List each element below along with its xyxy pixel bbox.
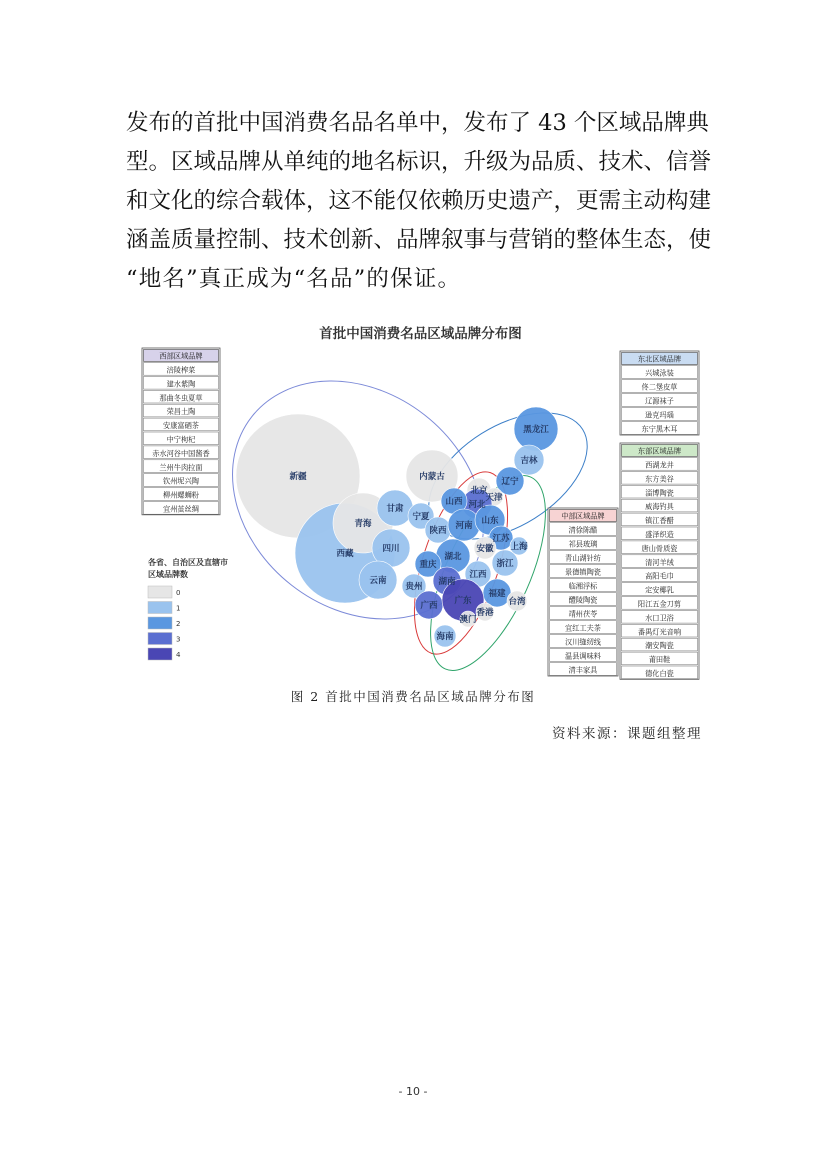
box-item-text: 高阳毛巾 <box>645 571 674 581</box>
box-header-text: 中部区域品牌 <box>561 511 605 521</box>
legend-label: 0 <box>176 589 181 597</box>
box-item-text: 威海钓具 <box>645 502 674 512</box>
province-label: 湖北 <box>444 552 462 562</box>
province-label: 宁夏 <box>412 512 430 522</box>
box-item-text: 莆田鞋 <box>648 655 671 665</box>
paragraph-line-3: 和文化的综合载体，这不能仅依赖历史遗产，更需主动构建 <box>126 188 712 214</box>
central-brand-box <box>548 508 618 676</box>
province-label: 台湾 <box>508 597 526 607</box>
box-item-text: 建水紫陶 <box>166 379 196 389</box>
province-label: 吉林 <box>520 456 538 466</box>
northeast-brand-box <box>620 351 699 435</box>
legend-label: 4 <box>176 651 181 659</box>
province-label: 河南 <box>455 521 473 531</box>
box-item-text: 淄博陶瓷 <box>645 488 674 498</box>
box-item-text: 赤水河谷中国酱香 <box>152 448 210 458</box>
province-label: 河北 <box>468 500 486 510</box>
box-item-text: 西湖龙井 <box>645 460 674 470</box>
box-item-text: 番禺灯光音响 <box>637 627 682 637</box>
province-label: 北京 <box>470 486 488 496</box>
province-label: 西藏 <box>336 549 354 559</box>
figure-caption: 图 2 首批中国消费名品区域品牌分布图 <box>290 689 536 704</box>
province-label: 山东 <box>481 516 499 526</box>
box-item-text: 祁县玻璃 <box>568 539 598 549</box>
page-number: - 10 - <box>398 1085 428 1098</box>
province-label: 新疆 <box>289 472 307 482</box>
box-item-text: 阳江五金刀剪 <box>637 599 682 609</box>
province-label: 海南 <box>436 632 454 642</box>
province-label: 上海 <box>510 542 528 552</box>
box-item-text: 中宁枸杞 <box>166 435 196 444</box>
legend-swatch <box>148 586 172 598</box>
province-label: 云南 <box>369 576 387 586</box>
province-label: 辽宁 <box>501 477 519 487</box>
box-item-text: 逊克玛瑙 <box>645 410 674 420</box>
box-header-text: 东北区域品牌 <box>637 354 682 364</box>
box-item-text: 佟二堡皮草 <box>641 382 678 392</box>
paragraph-line-2: 型。区域品牌从单纯的地名标识，升级为品质、技术、信誉 <box>126 149 712 175</box>
box-item-text: 定安椰乳 <box>645 585 674 595</box>
bubble-map <box>138 318 703 680</box>
box-item-text: 汉川缝纫线 <box>565 637 601 647</box>
province-label: 甘肃 <box>386 504 404 514</box>
province-label: 青海 <box>354 519 372 529</box>
east-brand-box <box>620 443 699 679</box>
box-item-text: 柳州螺蛳粉 <box>163 490 199 500</box>
box-item-text: 清徐陈醋 <box>568 525 598 535</box>
box-item-text: 东宁黑木耳 <box>641 424 678 434</box>
box-item-text: 镇江香醋 <box>645 516 674 526</box>
box-item-text: 醴陵陶瓷 <box>568 595 598 605</box>
box-item-text: 宜红工夫茶 <box>565 623 601 633</box>
province-label: 福建 <box>488 589 506 599</box>
box-item-text: 兴城泳装 <box>645 368 674 378</box>
legend-label: 2 <box>176 620 181 628</box>
box-item-text: 唐山骨质瓷 <box>641 543 678 553</box>
province-label: 江苏 <box>492 534 510 544</box>
province-label: 浙江 <box>496 559 514 569</box>
province-label: 广东 <box>454 596 472 606</box>
box-item-text: 宜州茧丝绸 <box>163 504 199 514</box>
box-item-text: 潮安陶瓷 <box>645 641 674 651</box>
box-item-text: 钦州坭兴陶 <box>163 476 199 486</box>
figure-title: 首批中国消费名品区域品牌分布图 <box>319 326 522 342</box>
box-item-text: 德化白瓷 <box>645 669 674 678</box>
province-label: 香港 <box>476 608 494 618</box>
legend-swatch <box>148 633 172 645</box>
box-item-text: 涪陵榨菜 <box>166 365 196 375</box>
box-item-text: 温县调味料 <box>565 651 601 661</box>
province-label: 黑龙江 <box>523 425 549 435</box>
legend-swatch <box>148 648 172 660</box>
box-header-text: 东部区域品牌 <box>637 446 682 456</box>
box-item-text: 临湘浮标 <box>568 581 598 591</box>
box-item-text: 辽源袜子 <box>645 396 674 406</box>
box-item-text: 靖州茯苓 <box>568 609 598 619</box>
box-item-text: 清河羊绒 <box>645 557 674 567</box>
province-label: 山西 <box>445 497 463 507</box>
paragraph-line-1: 发布的首批中国消费名品名单中，发布了 43 个区域品牌典 <box>126 110 709 136</box>
paragraph-line-5: “地名”真正成为“名品”的保证。 <box>126 266 462 292</box>
box-item-text: 清丰家具 <box>568 665 598 675</box>
body-paragraph <box>126 104 712 299</box>
legend-label: 3 <box>176 635 181 644</box>
source-note: 资料来源：课题组整理 <box>552 726 702 742</box>
box-item-text: 景德镇陶瓷 <box>565 567 601 577</box>
box-item-text: 水口卫浴 <box>645 613 674 623</box>
province-label: 重庆 <box>419 560 437 570</box>
province-label: 陕西 <box>429 526 447 536</box>
legend-title-line2: 区域品牌数 <box>148 570 188 579</box>
box-item-text: 兰州牛肉拉面 <box>159 462 203 472</box>
province-label: 安徽 <box>476 544 494 554</box>
province-label: 天津 <box>485 493 503 503</box>
box-item-text: 东方美谷 <box>645 474 674 484</box>
brand-distribution-figure <box>138 318 703 680</box>
province-label: 广西 <box>420 601 438 611</box>
box-item-text: 那曲冬虫夏草 <box>159 393 203 403</box>
province-label: 澳门 <box>459 615 477 625</box>
legend-swatch <box>148 617 172 629</box>
box-item-text: 盛泽织造 <box>645 530 674 539</box>
province-label: 内蒙古 <box>419 472 445 482</box>
box-item-text: 青山湖针纺 <box>565 553 601 563</box>
province-label: 四川 <box>382 544 400 554</box>
box-header-text: 西部区域品牌 <box>159 351 203 361</box>
legend-label: 1 <box>176 604 181 613</box>
province-label: 江西 <box>469 570 487 580</box>
legend-swatch <box>148 602 172 614</box>
province-label: 湖南 <box>438 577 456 587</box>
box-item-text: 安康富硒茶 <box>163 421 199 431</box>
legend-title-line1: 各省、自治区及直辖市 <box>148 558 228 567</box>
province-label: 贵州 <box>405 582 423 592</box>
paragraph-line-4: 涵盖质量控制、技术创新、品牌叙事与营销的整体生态，使 <box>126 227 712 253</box>
box-item-text: 荣昌土陶 <box>166 407 196 417</box>
west-brand-box <box>142 348 220 515</box>
